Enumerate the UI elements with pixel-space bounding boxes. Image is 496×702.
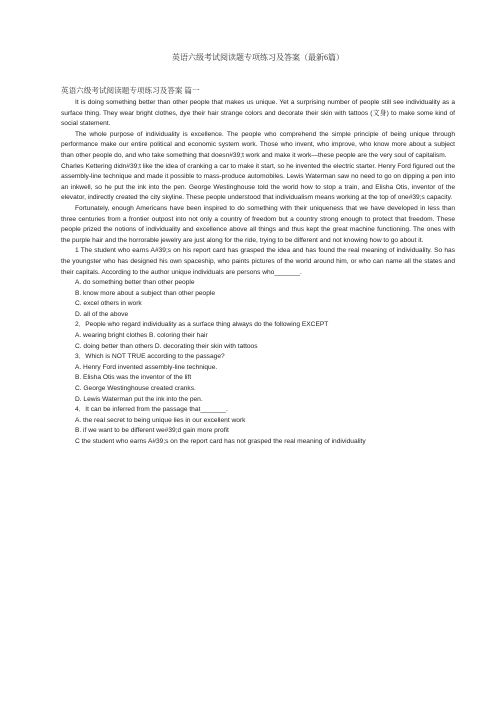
question-stem: 3．Which is NOT TRUE according to the passage? [75,353,225,361]
answer-option: B. if we want to be different we#39;d gain more profit [75,427,229,435]
paragraph: The whole purpose of individuality is excellence. The people who comprehend the simple principle of being unique through performance make our entire political and economic system work. Those who invent, who improve, who know more about a subject than other people do, and who take something that doesn#39;t work and make it work—these people are the very soul of capitalism. [61,130,455,159]
answer-option: C the student who earns A#39;s on the report card has not grasped the real meaning of individuality [75,438,366,445]
answer-option: D. Lewis Waterman put the ink into the pen. [75,395,203,403]
paragraph: Charles Kettering didn#39;t like the idea of cranking a car to make it start, so he invented the electric starter. Henry Ford figured out the assembly-line technique and made it possible to mass-produce automobiles. Lewis Waterman saw no need to go on dipping a pen into an inkwell, so he put the ink into the pen. George Westinghouse told the world how to stop a train, and Elisha Otis, inventor of the elevator, indirectly created the city skyline. These people understood that individualism means working at the top of one#39;s capacity. [61,162,455,202]
paragraph: Fortunately, enough Americans have been inspired to do something with their uniqueness that we have developed in less than three centuries from a frontier outpost into not only a country of freedom but a country strong enough to protect that freedom. These people prized the notions of individuality and excellence above all things and thus kept the great machine functioning. The ones with the purple hair and the horrorable jewelry are just along for the ride, trying to be different and not knowing how to go about it. [61,204,455,244]
answer-option: A. do something better than other people [75,279,195,287]
answer-option: B. know more about a subject than other people [75,289,216,297]
section-heading: 英语六级考试阅读题专项练习及答案 篇一 [61,86,200,95]
answer-option: A. the real secret to being unique lies in our excellent work [75,416,246,424]
paragraph: It is doing something better than other people that makes us unique. Yet a surprising number of people still see individuality as a surface thing. They wear bright clothes, dye their hair strange colors and decorate their skin with tattoos (文身) to make some kind of social statement. [61,99,455,128]
answer-option: D. all of the above [75,310,129,318]
answer-option: C. doing better than others D. decorating their skin with tattoos [75,342,258,350]
answer-option: B. Elisha Otis was the inventor of the lift [75,374,192,382]
document-title: 英语六级考试阅读题专项练习及答案（最新6篇） [172,53,344,62]
question-stem: 1 The student who earns A#39;s on his report card has grasped the idea and has found the real meaning of individuality. So has the youngster who has designed his own spaceship, who paints pictures of the world around him, or who can name all the states and their capitals. According to the author unique individuals are persons who_______. [61,247,455,276]
answer-option: A. Henry Ford invented assembly-line technique. [75,363,218,371]
answer-option: C. George Westinghouse created cranks. [75,385,196,393]
question-stem: 2．People who regard individuality as a surface thing always do the following EXCEPT [75,321,329,329]
question-stem: 4．It can be inferred from the passage that_______. [75,406,228,414]
answer-option: C. excel others in work [75,300,142,308]
answer-option: A. wearing bright clothes B. coloring their hair [75,332,208,340]
